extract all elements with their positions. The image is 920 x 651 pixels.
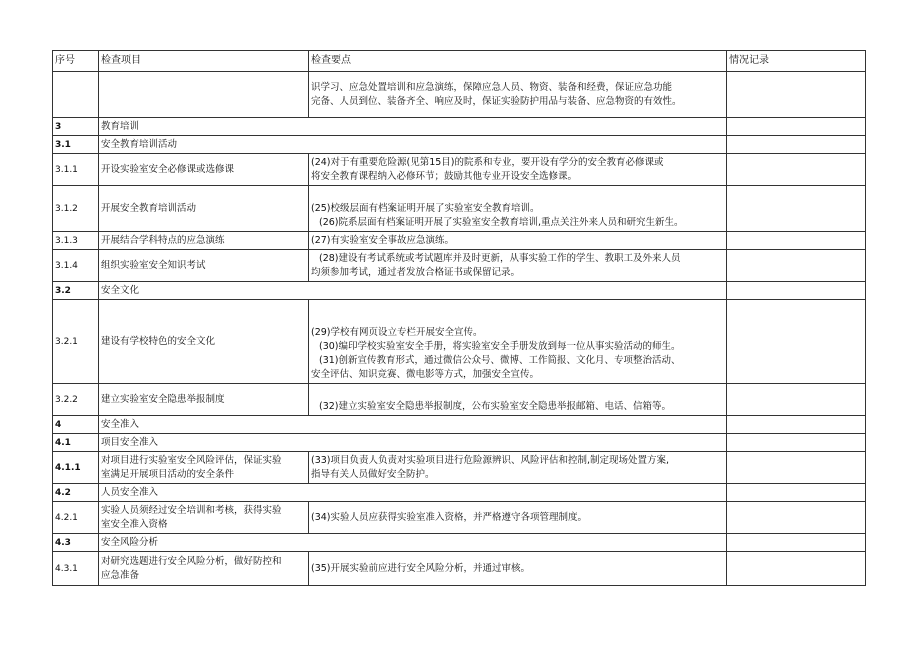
section-number: 3 [53, 118, 99, 136]
table-row [53, 72, 866, 118]
item-number: 3.2.1 [53, 300, 99, 384]
section-row [53, 534, 866, 552]
check-item-cell: 建设有学校特色的安全文化 [99, 300, 309, 384]
item-number: 4.3.1 [53, 552, 99, 586]
check-points-cell: (33)项目负责人负责对实验项目进行危险源辨识、风险评估和控制,制定现场处置方案, 指导有关人员做好安全防护。 [309, 452, 727, 484]
header-serial: 序号 [53, 51, 99, 72]
table-row [53, 250, 866, 282]
table-row [53, 502, 866, 534]
section-title: 教育培训 [99, 118, 727, 136]
section-row [53, 434, 866, 452]
check-item-cell: 对研究选题进行安全风险分析，做好防控和 应急准备 [99, 552, 309, 586]
check-points-cell: (28)建设有考试系统或考试题库并及时更新，从事实验工作的学生、教职工及外来人员 均须参加考试，通过者发放合格证书或保留记录。 [309, 250, 727, 282]
record-cell [727, 452, 866, 484]
check-item-cell: 开设实验室安全必修课或选修课 [99, 154, 309, 186]
section-title: 人员安全准入 [99, 484, 727, 502]
section-row [53, 416, 866, 434]
table-row [53, 186, 866, 232]
header-check-item: 检查项目 [99, 51, 309, 72]
table-row [53, 552, 866, 586]
section-title: 项目安全准入 [99, 434, 727, 452]
item-number: 3.2.2 [53, 384, 99, 416]
check-points-cell: (29)学校有网页设立专栏开展安全宣传。 (30)编印学校实验室安全手册，将实验室安全手册发放到每一位从事实验活动的师生。 (31)创新宣传教育形式，通过微信公众号、微博、工作简报、文化月、专项整治活动、 安全评估、知识竞赛、微电影等方式，加强安全宣传。 [309, 300, 727, 384]
check-item-cell: 对项目进行实验室安全风险评估，保证实验 室满足开展项目活动的安全条件 [99, 452, 309, 484]
header-record: 情况记录 [727, 51, 866, 72]
section-title: 安全风险分析 [99, 534, 727, 552]
check-points-cell: (27)有实验室安全事故应急演练。 [309, 232, 727, 250]
section-title: 安全教育培训活动 [99, 136, 727, 154]
section-row [53, 118, 866, 136]
item-number: 4.2.1 [53, 502, 99, 534]
safety-checklist-table [52, 50, 866, 586]
record-cell [727, 300, 866, 384]
record-cell [727, 186, 866, 232]
check-points-cell: (35)开展实验前应进行安全风险分析，并通过审核。 [309, 552, 727, 586]
record-cell [727, 232, 866, 250]
table-row [53, 300, 866, 384]
section-row [53, 136, 866, 154]
item-number: 3.1.4 [53, 250, 99, 282]
record-cell [727, 552, 866, 586]
record-cell [727, 72, 866, 118]
check-points-cell: (24)对于有重要危险源(见第15目)的院系和专业，要开设有学分的安全教育必修课或 将安全教育课程纳入必修环节；鼓励其他专业开设安全选修课。 [309, 154, 727, 186]
section-number: 3.2 [53, 282, 99, 300]
table-row [53, 232, 866, 250]
check-points-cell: 识学习、应急处置培训和应急演练，保障应急人员、物资、装备和经费，保证应急功能 完备、人员到位、装备齐全、响应及时，保证实验防护用品与装备、应急物资的有效性。 [309, 72, 727, 118]
section-row [53, 484, 866, 502]
section-number: 3.1 [53, 136, 99, 154]
check-points-cell: (32)建立实验室安全隐患举报制度，公布实验室安全隐患举报邮箱、电话、信箱等。 [309, 384, 727, 416]
check-item-cell: 实验人员须经过安全培训和考核，获得实验 室安全准入资格 [99, 502, 309, 534]
section-title: 安全文化 [99, 282, 727, 300]
check-points-cell: (34)实验人员应获得实验室准入资格，并严格遵守各项管理制度。 [309, 502, 727, 534]
check-item-cell: 组织实验室安全知识考试 [99, 250, 309, 282]
section-number: 4.3 [53, 534, 99, 552]
record-cell [727, 250, 866, 282]
section-title: 安全准入 [99, 416, 727, 434]
table-row [53, 384, 866, 416]
table-row [53, 452, 866, 484]
check-item-cell: 开展安全教育培训活动 [99, 186, 309, 232]
table-row [53, 154, 866, 186]
check-item-cell: 建立实验室安全隐患举报制度 [99, 384, 309, 416]
check-points-cell: (25)校级层面有档案证明开展了实验室安全教育培训。 (26)院系层面有档案证明开展了实验室安全教育培训,重点关注外来人员和研究生新生。 [309, 186, 727, 232]
header-check-points: 检查要点 [309, 51, 727, 72]
table-header-row [53, 51, 866, 72]
item-number: 3.1.1 [53, 154, 99, 186]
record-cell [727, 384, 866, 416]
section-number: 4.1 [53, 434, 99, 452]
item-number: 3.1.3 [53, 232, 99, 250]
check-item-cell: 开展结合学科特点的应急演练 [99, 232, 309, 250]
item-number: 3.1.2 [53, 186, 99, 232]
section-number: 4.2 [53, 484, 99, 502]
item-number: 4.1.1 [53, 452, 99, 484]
section-row [53, 282, 866, 300]
record-cell [727, 154, 866, 186]
record-cell [727, 502, 866, 534]
section-number: 4 [53, 416, 99, 434]
